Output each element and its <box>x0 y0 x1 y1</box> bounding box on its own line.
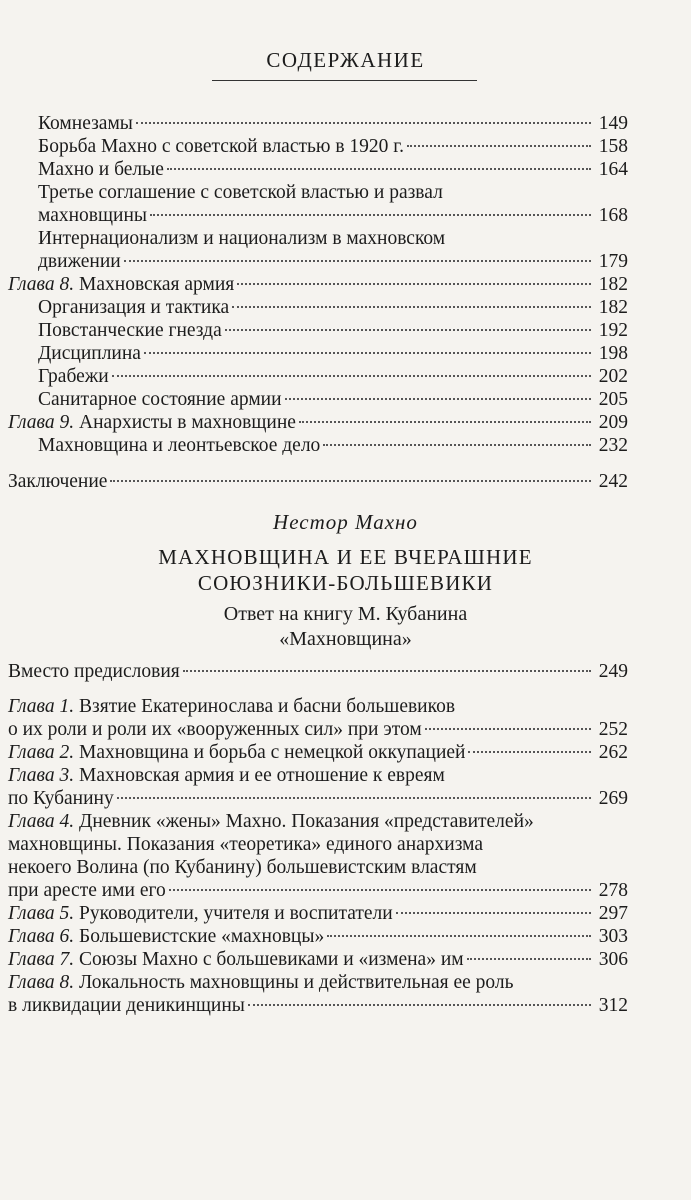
entry-title-text: Локальность махновщины и действительная ее роль <box>79 972 514 993</box>
page-number: 209 <box>598 412 628 433</box>
part-subtitle-line-2: «Махновщина» <box>279 628 412 650</box>
entry-row <box>38 319 628 342</box>
entry-title-text: Руководители, учителя и воспитатели <box>79 903 393 924</box>
entry-title <box>8 787 114 810</box>
entry-title <box>38 365 109 388</box>
entry-title <box>8 273 234 296</box>
entry-title-text: Третье соглашение с советской властью и развал <box>38 182 443 203</box>
chapter-label: Глава 8. <box>8 972 75 993</box>
entry-title <box>8 718 422 741</box>
page-number: 158 <box>598 136 628 157</box>
toc-part-2 <box>8 695 628 1017</box>
dot-leader <box>112 375 591 377</box>
page-number: 164 <box>598 159 628 180</box>
entry-title-text: по Кубанину <box>8 788 114 809</box>
page-number: 232 <box>598 435 628 456</box>
dot-leader <box>407 145 591 147</box>
entry-title-text: Интернационализм и национализм в махновском <box>38 228 446 249</box>
toc-entry[interactable] <box>8 764 628 810</box>
toc-part-1 <box>8 112 628 457</box>
page-number: 249 <box>598 661 628 682</box>
dot-leader <box>232 306 591 308</box>
entry-title-line <box>38 227 628 250</box>
entry-title-text: Дневник «жены» Махно. Показания «представителей» <box>79 811 534 832</box>
part-title-line-1: МАХНОВЩИНА И ЕЕ ВЧЕРАШНИЕ <box>158 545 533 569</box>
toc-entry[interactable] <box>8 227 628 273</box>
toc-entry[interactable] <box>8 741 628 764</box>
entry-title-text: движении <box>38 251 121 272</box>
toc-entry[interactable] <box>8 112 628 135</box>
chapter-label: Глава 9. <box>8 412 75 433</box>
toc-conclusion <box>8 470 628 493</box>
dot-leader <box>110 480 591 482</box>
toc-entry[interactable] <box>8 158 628 181</box>
toc-preface <box>8 660 628 683</box>
author-name: Нестор Махно <box>273 510 418 534</box>
page-number: 278 <box>598 880 628 901</box>
toc-entry[interactable] <box>8 181 628 227</box>
toc-entry[interactable] <box>8 695 628 741</box>
entry-row <box>38 296 628 319</box>
dot-leader <box>144 352 591 354</box>
toc-entry[interactable] <box>8 273 628 296</box>
entry-title-text: при аресте ими его <box>8 880 166 901</box>
entry-row <box>38 158 628 181</box>
toc-entry-preface[interactable] <box>8 660 628 683</box>
dot-leader <box>327 935 591 937</box>
entry-title <box>38 135 404 158</box>
entry-row <box>8 273 628 296</box>
entry-title-line <box>8 833 628 856</box>
toc-entry[interactable] <box>8 411 628 434</box>
toc-entry-conclusion[interactable] <box>8 470 628 493</box>
part-subtitle <box>0 602 691 652</box>
page-number: 205 <box>598 389 628 410</box>
dot-leader <box>396 912 591 914</box>
entry-title-line <box>8 971 628 994</box>
entry-title <box>8 879 166 902</box>
entry-title <box>38 204 147 227</box>
part-subtitle-line-1: Ответ на книгу М. Кубанина <box>223 603 468 625</box>
entry-title-line <box>8 764 628 787</box>
entry-title-text: Махновская армия <box>79 274 235 295</box>
entry-title-line <box>8 856 628 879</box>
page-number: 202 <box>598 366 628 387</box>
page-number: 269 <box>598 788 628 809</box>
part-title-line-2: СОЮЗНИКИ-БОЛЬШЕВИКИ <box>197 571 494 595</box>
entry-row <box>38 434 628 457</box>
chapter-label: Глава 6. <box>8 926 75 947</box>
chapter-label: Глава 7. <box>8 949 75 970</box>
entry-title <box>38 296 229 319</box>
entry-title <box>38 250 121 273</box>
page-number: 198 <box>598 343 628 364</box>
entry-title-text: Грабежи <box>38 366 109 387</box>
page-number: 303 <box>598 926 628 947</box>
dot-leader <box>225 329 591 331</box>
entry-title-text: махновщины. Показания «теоретика» единого анархизма <box>8 834 484 855</box>
entry-row <box>8 902 628 925</box>
entry-title-line <box>8 695 628 718</box>
dot-leader <box>468 751 591 753</box>
dot-leader <box>136 122 591 124</box>
page-number: 149 <box>598 113 628 134</box>
entry-row <box>38 342 628 365</box>
entry-title-text: Анархисты в махновщине <box>79 412 296 433</box>
toc-entry[interactable] <box>8 388 628 411</box>
page-number: 306 <box>598 949 628 970</box>
entry-title-text: некоего Волина (по Кубанину) большевистским властям <box>8 857 477 878</box>
entry-title <box>38 434 320 457</box>
entry-row <box>38 250 628 273</box>
entry-title-text: Махновская армия и ее отношение к евреям <box>79 765 445 786</box>
entry-title-line <box>38 181 628 204</box>
toc-entry[interactable] <box>8 135 628 158</box>
entry-row <box>8 925 628 948</box>
dot-leader <box>237 283 591 285</box>
toc-entry[interactable] <box>8 948 628 971</box>
page-number: 252 <box>598 719 628 740</box>
chapter-label: Глава 4. <box>8 811 75 832</box>
page-number: 182 <box>598 297 628 318</box>
entry-row <box>8 718 628 741</box>
entry-title <box>8 411 296 434</box>
page-number: 312 <box>598 995 628 1016</box>
entry-title-text: махновщины <box>38 205 147 226</box>
chapter-label: Глава 5. <box>8 903 75 924</box>
page-number: 297 <box>598 903 628 924</box>
entry-title <box>8 948 464 971</box>
dot-leader <box>117 797 591 799</box>
dot-leader <box>425 728 591 730</box>
toc-entry[interactable] <box>8 971 628 1017</box>
entry-title-text: Взятие Екатеринослава и басни большевиков <box>79 696 456 717</box>
dot-leader <box>248 1004 591 1006</box>
dot-leader <box>150 214 591 216</box>
dot-leader <box>167 168 591 170</box>
entry-title <box>38 319 222 342</box>
entry-title-text: Организация и тактика <box>38 297 230 318</box>
entry-title-text: Повстанческие гнезда <box>38 320 222 341</box>
entry-title <box>38 388 282 411</box>
chapter-label: Глава 8. <box>8 274 75 295</box>
entry-title-text: о их роли и роли их «вооруженных сил» при этом <box>8 719 422 740</box>
entry-title <box>38 158 164 181</box>
entry-row <box>38 365 628 388</box>
chapter-label: Глава 3. <box>8 765 75 786</box>
entry-row <box>8 411 628 434</box>
entry-title <box>38 112 133 135</box>
toc-entry[interactable] <box>8 902 628 925</box>
entry-row <box>8 948 628 971</box>
entry-row <box>38 388 628 411</box>
header-rule <box>212 80 477 81</box>
chapter-label: Глава 2. <box>8 742 75 763</box>
entry-title <box>8 741 465 764</box>
dot-leader <box>183 670 591 672</box>
toc-entry[interactable] <box>8 319 628 342</box>
dot-leader <box>124 260 591 262</box>
entry-title-text: Санитарное состояние армии <box>38 389 282 410</box>
entry-title-text: Комнезамы <box>38 113 133 134</box>
page-header: СОДЕРЖАНИЕ <box>266 48 425 72</box>
dot-leader <box>299 421 591 423</box>
page-number: 262 <box>598 742 628 763</box>
dot-leader <box>467 958 591 960</box>
entry-title: Вместо предисловия <box>8 661 180 682</box>
page-number: 192 <box>598 320 628 341</box>
dot-leader <box>323 444 591 446</box>
dot-leader <box>169 889 591 891</box>
toc-entry[interactable] <box>8 434 628 457</box>
entry-row <box>38 135 628 158</box>
entry-title <box>8 902 393 925</box>
entry-title-text: Дисциплина <box>38 343 141 364</box>
entry-title-text: Союзы Махно с большевиками и «измена» им <box>79 949 464 970</box>
page-number: 179 <box>598 251 628 272</box>
entry-title-line <box>8 810 628 833</box>
chapter-label: Глава 1. <box>8 696 75 717</box>
page-number: 242 <box>598 471 628 492</box>
entry-title-text: Махно и белые <box>38 159 164 180</box>
entry-row <box>38 112 628 135</box>
entry-title-text: Большевистские «махновцы» <box>79 926 325 947</box>
entry-title <box>8 925 324 948</box>
dot-leader <box>285 398 591 400</box>
toc-entry[interactable] <box>8 810 628 902</box>
entry-row <box>8 741 628 764</box>
entry-title-text: Махновщина и леонтьевское дело <box>38 435 321 456</box>
entry-row <box>38 204 628 227</box>
entry-title-text: в ликвидации деникинщины <box>8 995 245 1016</box>
toc-entry[interactable] <box>8 296 628 319</box>
entry-title: Заключение <box>8 471 108 492</box>
entry-title <box>38 342 141 365</box>
entry-title-text: Борьба Махно с советской властью в 1920 г. <box>38 136 404 157</box>
page-number: 182 <box>598 274 628 295</box>
part-title <box>0 544 691 596</box>
entry-row <box>8 879 628 902</box>
entry-title-text: Махновщина и борьба с немецкой оккупацией <box>79 742 466 763</box>
entry-row <box>8 787 628 810</box>
page-number: 168 <box>598 205 628 226</box>
toc-entry[interactable] <box>8 342 628 365</box>
entry-title <box>8 994 245 1017</box>
entry-row <box>8 994 628 1017</box>
toc-entry[interactable] <box>8 365 628 388</box>
toc-entry[interactable] <box>8 925 628 948</box>
